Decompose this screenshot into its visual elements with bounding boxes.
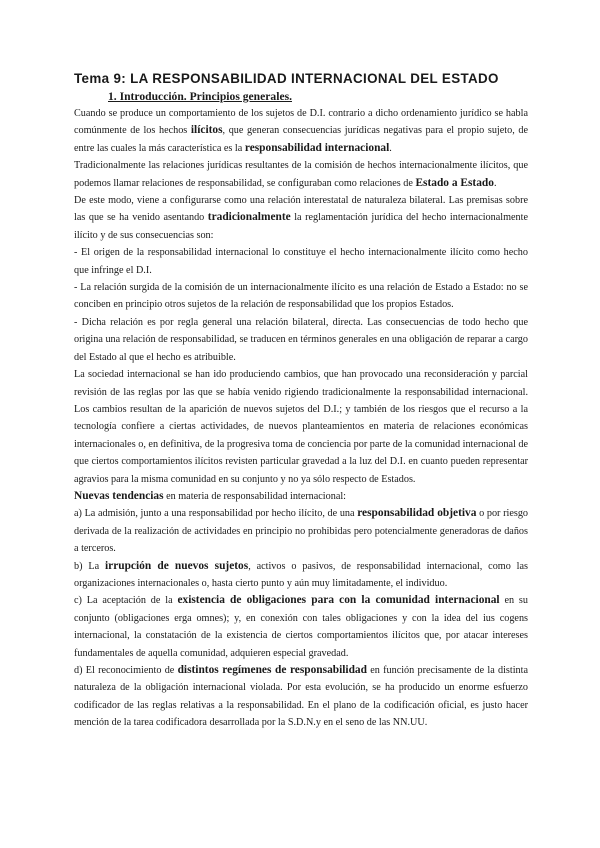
text-run: Cuando se produce un comportamiento de los sujetos de D.I. contrario a dicho ordenamiento jurídico se habla comúnmente de los hechos (74, 108, 528, 137)
text-run: c) La aceptación de la (74, 595, 178, 607)
bold-term: ilícitos (190, 124, 223, 137)
bold-term: responsabilidad objetiva (357, 507, 477, 520)
text-run: la reglamentación jurídica del hecho internacionalmente ilícito y de sus consecuencias son: (74, 212, 528, 241)
text-run: . (389, 142, 392, 154)
text-run: a) La admisión, junto a una responsabilidad por hecho ilícito, de una (74, 508, 358, 520)
text-run: De este modo, viene a configurarse como una relación interestatal de naturaleza bilateral. Las premisas sobre las que se ha venido asentando (74, 195, 528, 224)
bold-term: tradicionalmente (207, 211, 291, 224)
trend-item (74, 592, 528, 662)
trend-item (74, 558, 528, 593)
paragraph-intro (74, 105, 528, 157)
bold-term: Nuevas tendencias (74, 489, 164, 502)
text-run: d) El reconocimiento de (74, 665, 178, 676)
bold-term: distintos regímenes de responsabilidad (177, 664, 367, 676)
text-run: en materia de responsabilidad internacional: (163, 490, 347, 502)
paragraph-traditional (74, 157, 528, 192)
bold-term: irrupción de nuevos sujetos (104, 559, 249, 572)
text-run: en su conjunto (obligaciones erga omnes); y, en conexión con tales obligaciones y con la idea del ius cogens internacional, la constatación de la existencia de ciertos comportamientos ilícitos que, por atacar intereses fundamentales de aquella comunidad, adquieren especial gravedad. (74, 595, 528, 659)
paragraph-changes: La sociedad internacional se han ido produciendo cambios, que han provocado una reconsideración y parcial revisión de las reglas por las que se había venido rigiendo tradicionalmente la responsabilidad internacional. Los cambios resultan de la aparición de nuevos sujetos del D.I.; y también de los riesgos que el recurso a la tecnología confiere a ciertas actividades, de nuevos planteamientos en materia de relaciones económicas internacionales o, en definitiva, de la progresiva toma de conciencia por parte de la comunidad internacional de que ciertos comportamientos ilícitos revisten particular gravedad a la luz del D.I. en cuanto pueden representar agravios para la misma comunidad en su conjunto y no ya sólo respecto de Estados. (74, 369, 528, 485)
premise-item: - Dicha relación es por regla general una relación bilateral, directa. Las consecuencias de todo hecho que origina una relación de responsabilidad, se traducen en términos generales en una obligación de reparar a cargo del Estado al que el hecho es atribuible. (74, 316, 528, 363)
text-run: . (493, 177, 497, 189)
trend-item (74, 505, 528, 557)
trend-item (74, 662, 528, 732)
document-page (74, 70, 528, 732)
text-run: en función precisamente de la distinta naturaleza de la obligación internacional violada. Por esta evolución, se ha producido un enorme esfuerzo codificador de las reglas relativas a la responsabilidad. En el plano de la codificación oficial, es justo hacer mención de la tarea codificadora desarrollada por la S.D.N.y en el seno de las NN.UU. (74, 665, 528, 729)
bold-term: Estado a Estado (415, 176, 494, 189)
premise-item: - La relación surgida de la comisión de un internacionalmente ilícito es una relación de Estado a Estado: no se conciben en principio otros sujetos de la relación de responsabilidad que los propios Estados. (74, 282, 528, 311)
document-title: Tema 9: LA RESPONSABILIDAD INTERNACIONAL DEL ESTADO (74, 71, 499, 86)
text-run: Tradicionalmente las relaciones jurídicas resultantes de la comisión de hechos internacionalmente ilícitos, que podemos llamar relaciones de responsabilidad, se configuraban como relaciones de (74, 160, 528, 189)
premise-item: - El origen de la responsabilidad internacional lo constituye el hecho internacionalmente ilícito como hecho que infringe el D.I. (74, 247, 528, 276)
text-run: , activos o pasivos, de responsabilidad internacional, como las organizaciones internacionales o, hasta cierto punto y aún muy limitadamente, el individuo. (74, 560, 529, 589)
text-run: , que generan consecuencias jurídicas negativas para el propio sujeto, de entre las cuales la más característica es la (74, 125, 528, 154)
bold-term: existencia de obligaciones para con la comunidad internacional (177, 594, 500, 607)
section-heading: 1. Introducción. Principios generales. (108, 90, 292, 103)
paragraph-new-trends (74, 488, 528, 505)
bold-term: responsabilidad internacional (244, 141, 390, 154)
text-run: o por riesgo derivada de la realización de actividades en principio no prohibidas pero potencialmente generadoras de daños a terceros. (74, 508, 529, 555)
text-run: b) La (74, 560, 105, 572)
paragraph-premises (74, 192, 528, 244)
